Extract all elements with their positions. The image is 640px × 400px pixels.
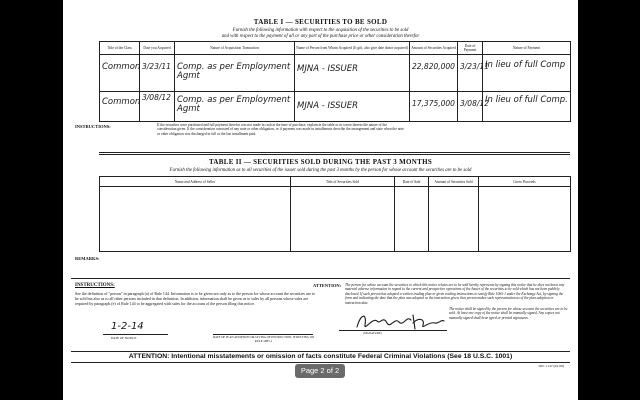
- row2-nature-of-acquisition: Comp. as per Employment Agmt: [175, 92, 295, 122]
- row1-date-of-payment: 3/23/11: [458, 55, 483, 92]
- table2-header-date-of-sale: Date of Sale: [395, 177, 429, 187]
- table1-subtitle-1: Furnish the following information with respect to the acquisition of the securities to be sold: [232, 28, 409, 33]
- table2-subtitle: Furnish the following information as to all securities of the issuer sold during the past 3 months by the person for whose account the securities are to be sold: [169, 168, 472, 173]
- instructions-heading-1: INSTRUCTIONS:: [75, 124, 111, 129]
- date-of-notice-caption: DATE OF NOTICE: [111, 336, 137, 340]
- securities-to-be-sold-table: [99, 41, 571, 122]
- row2-acquired-from: MJNA - ISSUER: [295, 92, 410, 122]
- row2-date-of-payment: 3/08/12: [458, 92, 483, 122]
- row1-title-of-class: Common: [100, 55, 140, 92]
- attention-heading: ATTENTION:: [313, 283, 342, 288]
- row2-date-acquired: 3/08/12: [140, 92, 175, 122]
- section-divider: [99, 152, 570, 153]
- table2-header-seller: Name and Address of Seller: [100, 177, 291, 187]
- table1-header-row: [100, 42, 571, 55]
- table2-header-row: [100, 177, 571, 187]
- instructions-heading-2: INSTRUCTIONS:: [75, 283, 115, 288]
- table2-cell: [429, 187, 479, 252]
- securities-sold-table: [99, 176, 571, 252]
- table2-title: TABLE II — SECURITIES SOLD DURING THE PAST 3 MONTHS: [208, 158, 433, 166]
- table2-cell: [479, 187, 571, 252]
- table1-header-acquired-from: Name of Person from Whom Acquired (If gift, also give date donor acquired): [295, 42, 410, 55]
- instructions-text-2: See the definition of "person" in paragraph (a) of Rule 144. Information is to be given not only as to the person for whose account the securities are to be sold but also as to all other persons included in that definition. In addition, information shall be given as to sales by all persons whose sales are required by paragraph (e) of Rule 144 to be aggregated with sales for the account of the person filing this notice.: [75, 291, 315, 306]
- table2-header-amount-sold: Amount of Securities Sold: [429, 177, 479, 187]
- criminal-violation-warning: ATTENTION: Intentional misstatements or omission of facts constitute Federal Criminal Violations (See 18 U.S.C. 1001): [71, 351, 570, 363]
- table2-cell: [100, 187, 291, 252]
- plan-adoption-caption: DATE OF PLAN ADOPTION OR GIVING OF INSTRUCTION, IF RELYING ON RULE 10B5-1: [212, 335, 315, 343]
- signature-note: The notice shall be signed by the person for whose account the securities are to be sold. At least one copy of the notice shall be manually signed. Any copies not manually signed shall bear typed or printed signatures.: [449, 307, 568, 320]
- table2-header-title-sold: Title of Securities Sold: [291, 177, 395, 187]
- table2-header-gross-proceeds: Gross Proceeds: [479, 177, 571, 187]
- signature-line: [339, 330, 447, 331]
- row1-nature-of-payment: In lieu of full Comp: [483, 55, 571, 92]
- row1-amount-acquired: 22,820,000: [410, 55, 458, 92]
- date-line: [103, 334, 168, 335]
- table1-header-amount-acquired: Amount of Securities Acquired: [410, 42, 458, 55]
- form-code: SEC 1147 (02-08): [538, 364, 564, 368]
- table1-header-date-acquired: Date you Acquired: [140, 42, 175, 55]
- table1-header-date-of-payment: Date of Payment: [458, 42, 483, 55]
- table-row: [100, 55, 571, 92]
- section-divider: [71, 278, 570, 279]
- table-row: [100, 187, 571, 252]
- page-indicator[interactable]: Page 2 of 2: [295, 364, 345, 378]
- row1-nature-of-acquisition: Comp. as per Employment Agmt: [175, 55, 295, 92]
- table2-cell: [291, 187, 395, 252]
- table2-cell: [395, 187, 429, 252]
- table1-header-title-of-class: Title of the Class: [100, 42, 140, 55]
- row1-acquired-from: MJNA - ISSUER: [295, 55, 410, 92]
- signature-caption: (SIGNATURE): [363, 331, 382, 335]
- instructions-text-1: If the securities were purchased and full payment therefor was not made in cash at the time of purchase, explain in the table or in a note thereto the nature of the consideration given. If the consideration consisted of any note or other obligation, or if payment was made in installments describe the arrangement and state when the note or other obligation was discharged in full or the last installment paid.: [157, 123, 404, 136]
- row2-amount-acquired: 17,375,000: [410, 92, 458, 122]
- form-page: [63, 0, 578, 400]
- table1-header-nature-of-payment: Nature of Payment: [483, 42, 571, 55]
- table1-header-nature-of-acquisition: Nature of Acquisition Transaction: [175, 42, 295, 55]
- row1-date-acquired: 3/23/11: [140, 55, 175, 92]
- attention-text: The person for whose account the securities to which this notice relates are to be sold hereby represents by signing this notice that he does not know any material adverse information in regard to the current and prospective operations of the Issuer of the securities to be sold which has not been publicly disclosed. If such person has adopted a written trading plan or given trading instructions to satisfy Rule 10b5-1 under the Exchange Act, by signing the form and indicating the date that the plan was adopted or the instruction given, that person makes such representation as of the plan adoption or instruction date.: [345, 283, 565, 305]
- row2-nature-of-payment: In lieu of full Comp.: [483, 92, 571, 122]
- remarks-label: REMARKS:: [75, 256, 100, 261]
- table1-title: TABLE I — SECURITIES TO BE SOLD: [253, 18, 388, 26]
- section-divider: [99, 154, 570, 155]
- row2-title-of-class: Common: [100, 92, 140, 122]
- table-row: [100, 92, 571, 122]
- notice-date-handwritten: 1-2-14: [111, 321, 144, 332]
- table1-subtitle-2: and with respect to the payment of all or any part of the purchase price or other consideration therefor: [221, 34, 420, 39]
